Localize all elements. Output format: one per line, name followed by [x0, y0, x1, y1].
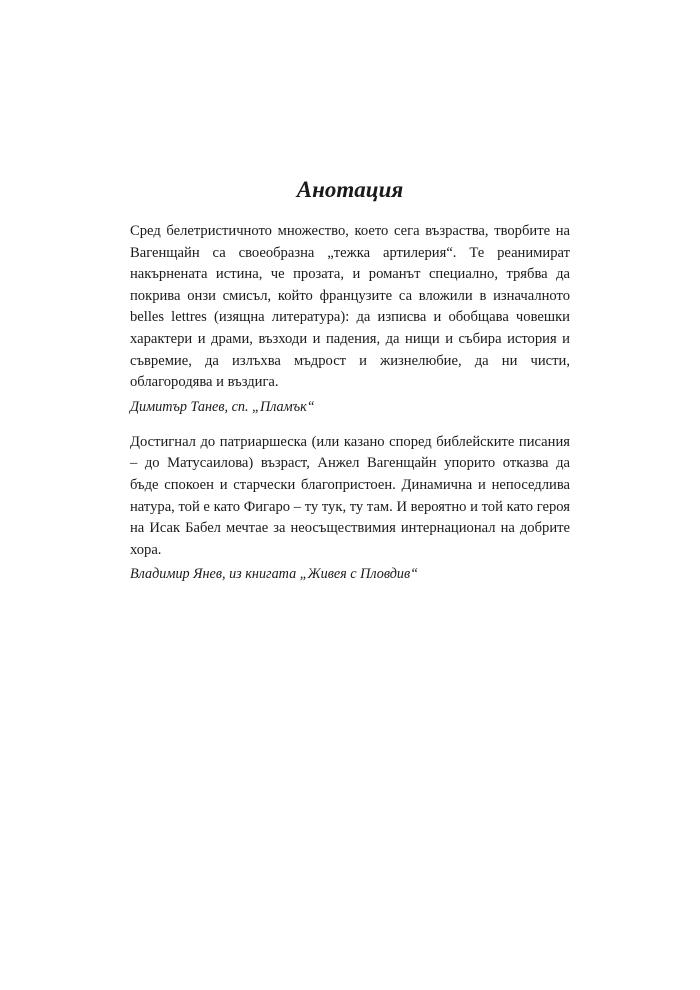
- annotation-content: [130, 175, 570, 585]
- attribution-2: Владимир Янев, из книгата „Живея с Пловдив“: [130, 566, 419, 583]
- section-spacer: [130, 418, 570, 432]
- annotation-paragraph-1: Сред белетристичното множество, което сега възраства, творбите на Вагенщайн са своеобразна „тежка артилерия“. Те реанимират накърнената истина, че прозата, и романът специално, трябва да покрива онзи смисъл, който французите са вложили в изначалното belles lettres (изящна литература): да изписва и обобщава човешки характери и драми, възходи и падения, да нищи и събира история и съвремие, да излъхва мъдрост и жизнелюбие, да ни чисти, облагородява и въздига.: [130, 223, 570, 391]
- attribution-1: Димитър Танев, сп. „Пламък“: [130, 398, 315, 415]
- page-title: Анотация: [296, 177, 404, 202]
- annotation-paragraph-2: Достигнал до патриаршеска (или казано според библейските писания – до Матусаилова) възраст, Анжел Вагенщайн упорито отказва да бъде спокоен и старчески благопристоен. Динамична и непоседлива натура, той е като Фигаро – ту тук, ту там. И вероятно и той като героя на Исак Бабел мечтае за неосъществимия интернационал на добрите хора.: [130, 433, 570, 558]
